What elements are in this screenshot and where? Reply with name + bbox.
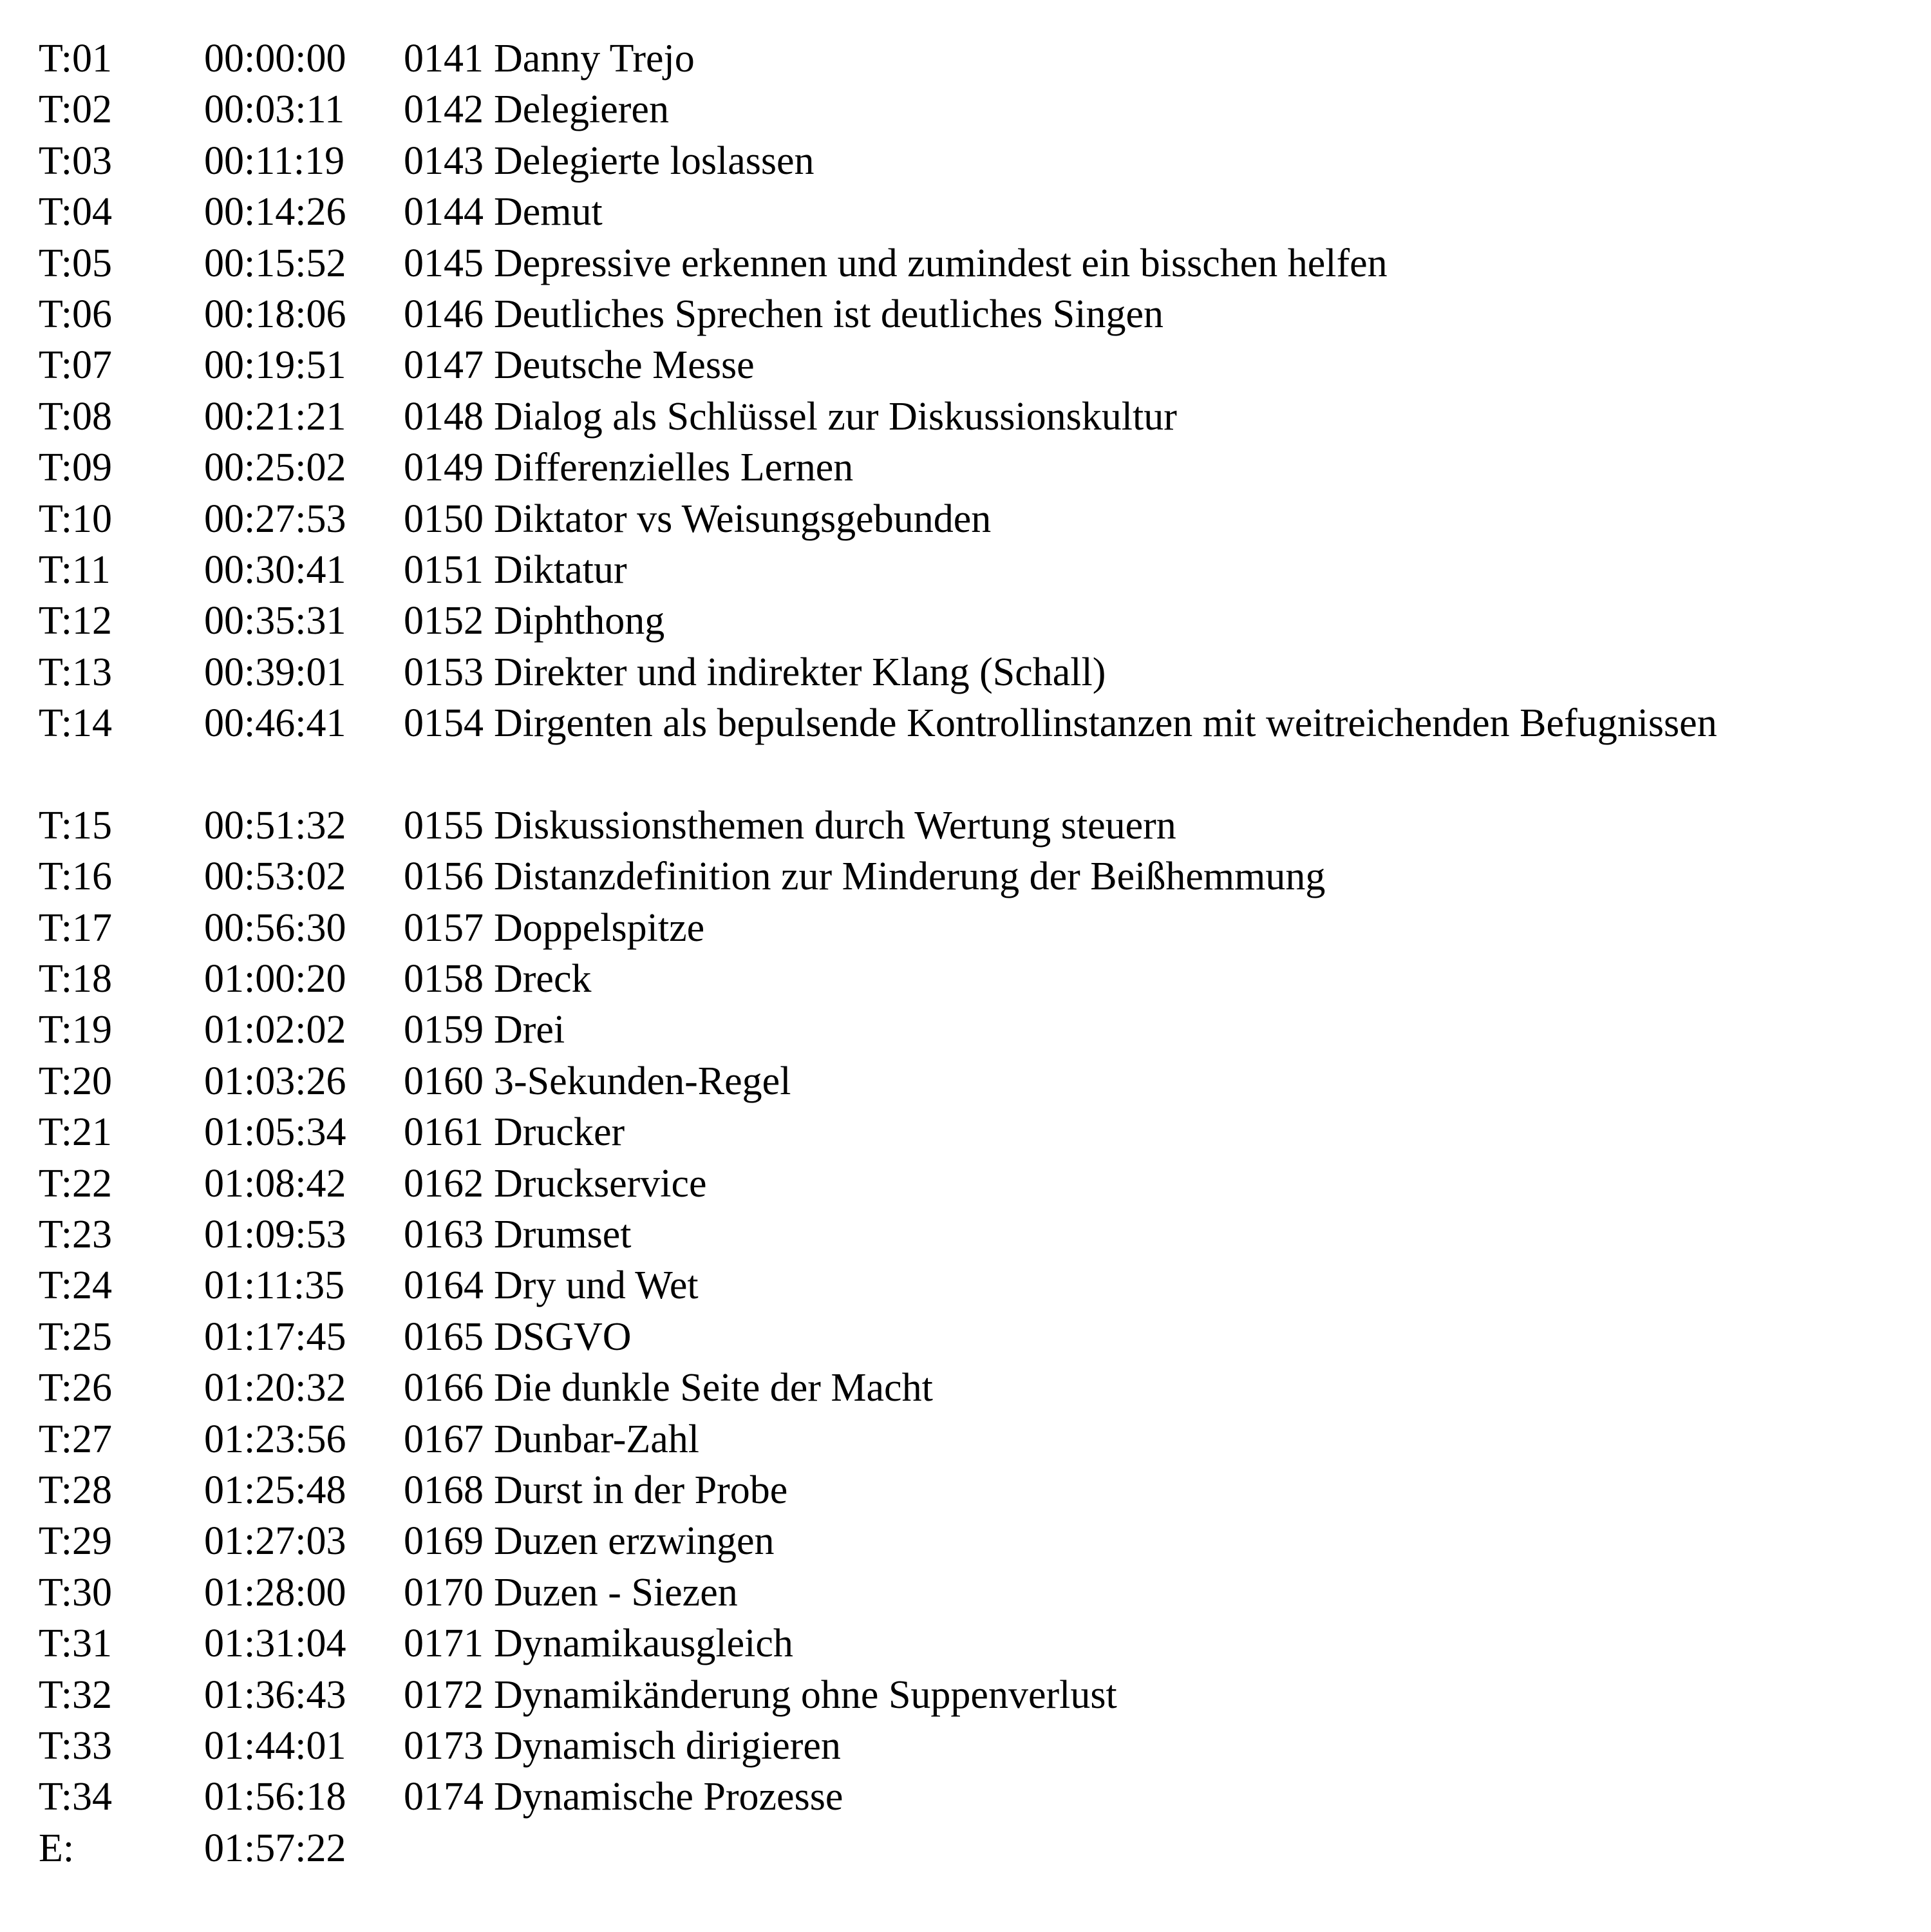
track-index: 0169: [404, 1519, 484, 1564]
track-number: T:27: [39, 1417, 113, 1461]
track-title: Druckservice: [494, 1161, 707, 1206]
track-title: Duzen - Siezen: [494, 1570, 738, 1615]
track-number: T:14: [39, 701, 113, 746]
track-index: 0157: [404, 905, 484, 950]
track-index: 0161: [404, 1110, 484, 1155]
track-title: Differenzielles Lernen: [494, 446, 854, 490]
track-number: T:16: [39, 855, 113, 899]
track-number: T:19: [39, 1008, 113, 1052]
track-row: [0, 1465, 1931, 1516]
track-timecode: 01:05:34: [204, 1110, 346, 1155]
track-title: Distanzdefinition zur Minderung der Beißhemmung: [494, 855, 1326, 899]
track-title: Deutliches Sprechen ist deutliches Singen: [494, 292, 1163, 336]
track-title: Danny Trejo: [494, 37, 695, 80]
track-title: Dreck: [494, 957, 592, 1001]
track-index: 0152: [404, 599, 484, 643]
track-title: Dynamikänderung ohne Suppenverlust: [494, 1672, 1117, 1717]
track-title: Depressive erkennen und zumindest ein bisschen helfen: [494, 241, 1388, 285]
track-index: 0149: [404, 446, 484, 490]
track-row: [0, 494, 1931, 545]
track-title: Delegierte loslassen: [494, 138, 815, 183]
track-timecode: 01:02:02: [204, 1008, 346, 1052]
track-title: Durst in der Probe: [494, 1468, 788, 1512]
track-title: DSGVO: [494, 1314, 632, 1359]
track-index: 0154: [404, 701, 484, 746]
track-timecode: 01:27:03: [204, 1519, 346, 1564]
track-row: [0, 392, 1931, 442]
track-row: [0, 1363, 1931, 1414]
track-timecode: 01:28:00: [204, 1570, 346, 1615]
track-timecode: 00:53:02: [204, 855, 346, 899]
track-index: 0145: [404, 241, 484, 285]
track-timecode: 00:15:52: [204, 241, 346, 285]
track-timecode: 01:36:43: [204, 1672, 346, 1717]
track-index: 0160: [404, 1059, 484, 1103]
track-title: 3-Sekunden-Regel: [494, 1059, 791, 1103]
track-row: [0, 647, 1931, 698]
track-title: Drumset: [494, 1212, 632, 1256]
track-timecode: 00:19:51: [204, 343, 346, 388]
track-timecode: 00:39:01: [204, 650, 346, 694]
track-timecode: 00:51:32: [204, 803, 346, 848]
track-index: 0156: [404, 855, 484, 899]
track-title: Demut: [494, 190, 603, 234]
track-number: T:10: [39, 497, 113, 541]
track-row: [0, 1721, 1931, 1772]
track-row: [0, 1312, 1931, 1363]
track-number: T:08: [39, 394, 113, 439]
track-timecode: 01:09:53: [204, 1212, 346, 1256]
track-number: T:13: [39, 650, 113, 694]
track-row: [0, 851, 1931, 902]
track-timecode: 01:17:45: [204, 1314, 346, 1359]
track-index: 0148: [404, 394, 484, 439]
track-title: Delegieren: [494, 88, 669, 132]
track-number: T:25: [39, 1314, 113, 1359]
track-timecode: 01:08:42: [204, 1161, 346, 1206]
track-row: [0, 340, 1931, 391]
track-timecode: 01:57:22: [204, 1826, 346, 1870]
track-title: Diskussionsthemen durch Wertung steuern: [494, 803, 1176, 848]
track-index: 0166: [404, 1366, 484, 1410]
track-title: Dunbar-Zahl: [494, 1417, 699, 1461]
track-number: T:22: [39, 1161, 113, 1206]
track-index: 0143: [404, 138, 484, 183]
track-title: Deutsche Messe: [494, 343, 755, 388]
track-index: 0172: [404, 1672, 484, 1717]
track-index: 0162: [404, 1161, 484, 1206]
track-row: [0, 1772, 1931, 1823]
track-timecode: 01:44:01: [204, 1723, 346, 1768]
track-index: 0171: [404, 1622, 484, 1666]
track-title: Dialog als Schlüssel zur Diskussionskultur: [494, 394, 1177, 439]
track-title: Dirgenten als bepulsende Kontrollinstanzen mit weitreichenden Befugnissen: [494, 701, 1717, 746]
track-number: T:33: [39, 1723, 113, 1768]
track-row: [0, 187, 1931, 238]
track-row: [0, 1107, 1931, 1158]
track-number: T:04: [39, 190, 113, 234]
track-number: T:03: [39, 138, 113, 183]
track-number: T:30: [39, 1570, 113, 1615]
track-timecode: 00:27:53: [204, 497, 346, 541]
track-title: Dynamikausgleich: [494, 1622, 793, 1666]
track-timecode: 01:31:04: [204, 1622, 346, 1666]
track-index: 0173: [404, 1723, 484, 1768]
track-timecode: 00:11:19: [204, 138, 345, 183]
track-title: Direkter und indirekter Klang (Schall): [494, 650, 1106, 694]
track-row: [0, 903, 1931, 954]
track-number: T:15: [39, 803, 113, 848]
track-number: T:28: [39, 1468, 113, 1512]
track-title: Dry und Wet: [494, 1264, 699, 1308]
track-row: [0, 1159, 1931, 1209]
track-row: [0, 1414, 1931, 1465]
track-title: Die dunkle Seite der Macht: [494, 1366, 933, 1410]
track-index: 0168: [404, 1468, 484, 1512]
track-number: T:34: [39, 1775, 113, 1819]
track-timecode: 01:25:48: [204, 1468, 346, 1512]
track-index: 0147: [404, 343, 484, 388]
track-title: Dynamisch dirigieren: [494, 1723, 841, 1768]
track-number: T:31: [39, 1622, 113, 1666]
track-timecode: 01:56:18: [204, 1775, 346, 1819]
track-index: 0142: [404, 88, 484, 132]
track-row: [0, 289, 1931, 340]
track-row: [0, 596, 1931, 647]
track-title: Drucker: [494, 1110, 625, 1155]
track-row: [0, 33, 1931, 84]
track-index: 0170: [404, 1570, 484, 1615]
track-index: 0165: [404, 1314, 484, 1359]
track-number: T:02: [39, 88, 113, 132]
track-timecode: 01:11:35: [204, 1264, 345, 1308]
track-row: [0, 800, 1931, 851]
track-index: 0167: [404, 1417, 484, 1461]
track-index: 0164: [404, 1264, 484, 1308]
track-row: [0, 1209, 1931, 1260]
track-row: [0, 442, 1931, 493]
track-index: 0144: [404, 190, 484, 234]
track-row: [0, 1618, 1931, 1669]
track-title: Doppelspitze: [494, 905, 705, 950]
track-title: Duzen erzwingen: [494, 1519, 775, 1564]
track-index: 0174: [404, 1775, 484, 1819]
track-timecode: 00:25:02: [204, 446, 346, 490]
track-title: Dynamische Prozesse: [494, 1775, 843, 1819]
track-row: [0, 238, 1931, 289]
track-number: E:: [39, 1826, 75, 1870]
track-timecode: 00:46:41: [204, 701, 346, 746]
track-number: T:05: [39, 241, 113, 285]
track-row: [0, 954, 1931, 1005]
track-number: T:01: [39, 37, 113, 80]
track-timecode: 00:35:31: [204, 599, 346, 643]
track-index: 0158: [404, 957, 484, 1001]
track-index: 0150: [404, 497, 484, 541]
track-number: T:12: [39, 599, 113, 643]
track-row: [0, 698, 1931, 749]
track-row: [0, 1056, 1931, 1107]
track-timecode: 00:56:30: [204, 905, 346, 950]
track-row: [0, 1670, 1931, 1721]
track-row: [0, 84, 1931, 135]
track-timecode: 01:20:32: [204, 1366, 346, 1410]
track-number: T:26: [39, 1366, 113, 1410]
track-number: T:24: [39, 1264, 113, 1308]
track-index: 0141: [404, 37, 484, 80]
track-number: T:09: [39, 446, 113, 490]
track-row: [0, 136, 1931, 187]
row-spacer: [0, 749, 1931, 800]
track-number: T:11: [39, 547, 111, 592]
track-number: T:29: [39, 1519, 113, 1564]
track-row: [0, 1005, 1931, 1056]
track-title: Diktatur: [494, 547, 627, 592]
track-timecode: 00:30:41: [204, 547, 346, 592]
track-row: [0, 1260, 1931, 1311]
track-timecode: 00:14:26: [204, 190, 346, 234]
track-timecode: 00:18:06: [204, 292, 346, 336]
track-title: Diktator vs Weisungsgebunden: [494, 497, 992, 541]
track-index: 0153: [404, 650, 484, 694]
track-number: T:06: [39, 292, 113, 336]
track-index: 0155: [404, 803, 484, 848]
track-number: T:32: [39, 1672, 113, 1717]
track-timecode: 00:03:11: [204, 88, 345, 132]
track-row: [0, 1567, 1931, 1618]
track-number: T:20: [39, 1059, 113, 1103]
track-number: T:17: [39, 905, 113, 950]
track-timecode: 00:21:21: [204, 394, 346, 439]
track-index: 0163: [404, 1212, 484, 1256]
track-number: T:07: [39, 343, 113, 388]
track-index: 0146: [404, 292, 484, 336]
track-number: T:23: [39, 1212, 113, 1256]
track-timecode: 01:00:20: [204, 957, 346, 1001]
track-number: T:21: [39, 1110, 113, 1155]
track-index: 0151: [404, 547, 484, 592]
track-timecode: 01:03:26: [204, 1059, 346, 1103]
track-timecode: 00:00:00: [204, 37, 346, 80]
track-title: Diphthong: [494, 599, 665, 643]
end-row: [0, 1823, 1931, 1874]
track-timecode: 01:23:56: [204, 1417, 346, 1461]
track-number: T:18: [39, 957, 113, 1001]
track-row: [0, 545, 1931, 596]
track-title: Drei: [494, 1008, 565, 1052]
track-row: [0, 1516, 1931, 1567]
track-index: 0159: [404, 1008, 484, 1052]
